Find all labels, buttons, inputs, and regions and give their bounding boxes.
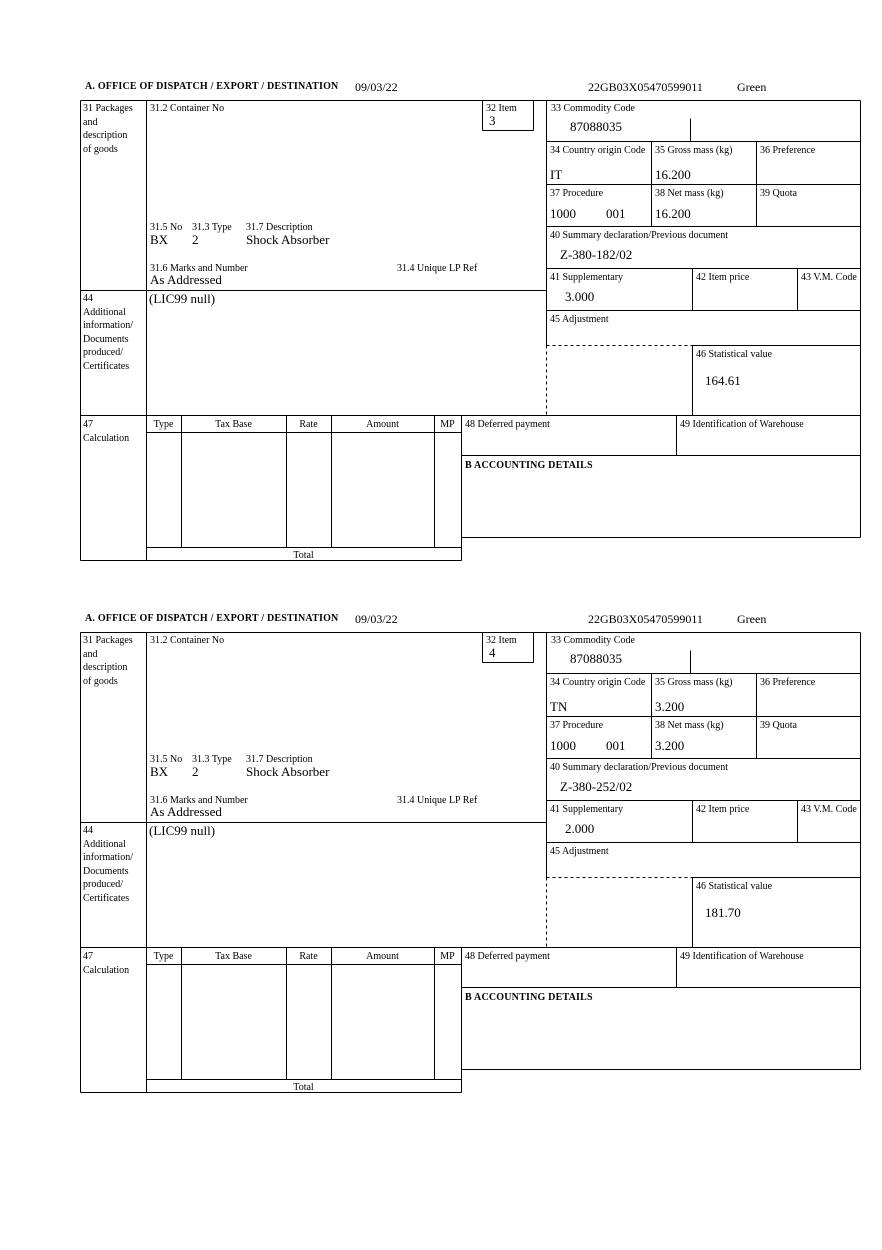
box37-procedure-label: 37 Procedure [550,720,604,731]
box48-deferred-payment-label: 48 Deferred payment [465,951,550,962]
box38-net-mass-label: 38 Net mass (kg) [655,188,724,199]
box35-gross-mass-label: 35 Gross mass (kg) [655,145,733,156]
additional-information: (LIC99 null) [149,823,216,838]
tax-col-mp-header: MP [440,419,455,430]
box31-3-type-label: 31.3 Type [192,754,232,765]
box31-packages-label: 31 Packages and description of goods [83,635,133,687]
box45-adjustment-label: 45 Adjustment [550,846,609,857]
box35-gross-mass-label: 35 Gross mass (kg) [655,677,733,688]
box31-packages-label: 31 Packages and description of goods [83,103,133,155]
office-of-dispatch-header: A. OFFICE OF DISPATCH / EXPORT / DESTINATION [85,81,339,92]
box42-item-price-label: 42 Item price [696,804,750,815]
supplementary-units: 3.000 [565,289,595,304]
tax-col-type-header: Type [153,419,174,430]
box44-additional-info-label: 44 Additional information/ Documents produced/ Certificates [83,825,133,904]
box34-country-origin-label: 34 Country origin Code [550,145,646,156]
packages-no-value: BX [150,232,169,247]
item-number: 3 [489,113,496,128]
box31-5-no-label: 31.5 No [150,222,183,233]
statistical-value: 181.70 [705,905,741,920]
tax-total-label: Total [293,550,314,561]
box31-7-description-label: 31.7 Description [246,222,313,233]
tax-total-label: Total [293,1082,314,1093]
gross-mass: 16.200 [655,167,691,182]
country-origin-code: IT [550,167,563,182]
box48-deferred-payment-label: 48 Deferred payment [465,419,550,430]
declaration-item-section-2 [0,612,882,1112]
box31-4-unique-lp-ref-label: 31.4 Unique LP Ref [397,795,478,806]
additional-information: (LIC99 null) [149,291,216,306]
statistical-value: 164.61 [705,373,741,388]
box45-adjustment-label: 45 Adjustment [550,314,609,325]
box34-country-origin-label: 34 Country origin Code [550,677,646,688]
box46-statistical-value-label: 46 Statistical value [696,349,773,360]
box36-preference-label: 36 Preference [760,145,816,156]
previous-document: Z-380-252/02 [560,779,633,794]
box46-statistical-value-label: 46 Statistical value [696,881,773,892]
tax-col-amount-header: Amount [366,951,399,962]
net-mass: 16.200 [655,206,691,221]
box31-5-no-label: 31.5 No [150,754,183,765]
marks-and-numbers: As Addressed [150,272,222,287]
previous-document: Z-380-182/02 [560,247,633,262]
box31-4-unique-lp-ref-label: 31.4 Unique LP Ref [397,263,478,274]
box33-commodity-code-label: 33 Commodity Code [551,103,635,114]
box41-supplementary-label: 41 Supplementary [550,272,624,283]
item-number: 4 [489,645,496,660]
box39-quota-label: 39 Quota [760,188,797,199]
box32-item-label: 32 Item [486,635,517,646]
box36-preference-label: 36 Preference [760,677,816,688]
box44-additional-info-label: 44 Additional information/ Documents produced/ Certificates [83,293,133,372]
procedure-code-ext: 001 [606,738,626,753]
box31-6-marks-label: 31.6 Marks and Number [150,263,248,274]
box49-warehouse-label: 49 Identification of Warehouse [680,951,804,962]
accounting-details-label: B ACCOUNTING DETAILS [465,460,593,471]
supplementary-units: 2.000 [565,821,595,836]
box47-calculation-label: 47 Calculation [83,951,130,976]
tax-col-rate-header: Rate [299,419,318,430]
box43-vm-code-label: 43 V.M. Code [801,272,857,283]
goods-description: Shock Absorber [246,232,330,247]
packages-no-value: BX [150,764,169,779]
declaration-reference: 22GB03X05470599011 [588,80,703,94]
declaration-date: 09/03/22 [355,80,398,94]
box38-net-mass-label: 38 Net mass (kg) [655,720,724,731]
box39-quota-label: 39 Quota [760,720,797,731]
tax-col-tax-base-header: Tax Base [215,419,252,430]
packages-type-value: 2 [192,764,199,779]
tax-col-amount-header: Amount [366,419,399,430]
box31-7-description-label: 31.7 Description [246,754,313,765]
box40-summary-declaration-label: 40 Summary declaration/Previous document [550,762,729,773]
box33-commodity-code-label: 33 Commodity Code [551,635,635,646]
office-of-dispatch-header: A. OFFICE OF DISPATCH / EXPORT / DESTINATION [85,613,339,624]
tax-col-tax-base-header: Tax Base [215,951,252,962]
country-origin-code: TN [550,699,568,714]
procedure-code: 1000 [550,738,576,753]
procedure-code: 1000 [550,206,576,221]
box41-supplementary-label: 41 Supplementary [550,804,624,815]
box31-2-container-no-label: 31.2 Container No [150,103,225,114]
packages-type-value: 2 [192,232,199,247]
routing-status: Green [737,80,767,94]
net-mass: 3.200 [655,738,685,753]
tax-col-mp-header: MP [440,951,455,962]
box42-item-price-label: 42 Item price [696,272,750,283]
commodity-code: 87088035 [570,119,622,134]
gross-mass: 3.200 [655,699,685,714]
box31-3-type-label: 31.3 Type [192,222,232,233]
declaration-reference: 22GB03X05470599011 [588,612,703,626]
procedure-code-ext: 001 [606,206,626,221]
box31-2-container-no-label: 31.2 Container No [150,635,225,646]
box37-procedure-label: 37 Procedure [550,188,604,199]
marks-and-numbers: As Addressed [150,804,222,819]
box32-item-label: 32 Item [486,103,517,114]
box31-6-marks-label: 31.6 Marks and Number [150,795,248,806]
declaration-date: 09/03/22 [355,612,398,626]
commodity-code: 87088035 [570,651,622,666]
box43-vm-code-label: 43 V.M. Code [801,804,857,815]
declaration-item-section-1 [0,80,882,580]
routing-status: Green [737,612,767,626]
box49-warehouse-label: 49 Identification of Warehouse [680,419,804,430]
box40-summary-declaration-label: 40 Summary declaration/Previous document [550,230,729,241]
accounting-details-label: B ACCOUNTING DETAILS [465,992,593,1003]
tax-col-type-header: Type [153,951,174,962]
box47-calculation-label: 47 Calculation [83,419,130,444]
tax-col-rate-header: Rate [299,951,318,962]
goods-description: Shock Absorber [246,764,330,779]
